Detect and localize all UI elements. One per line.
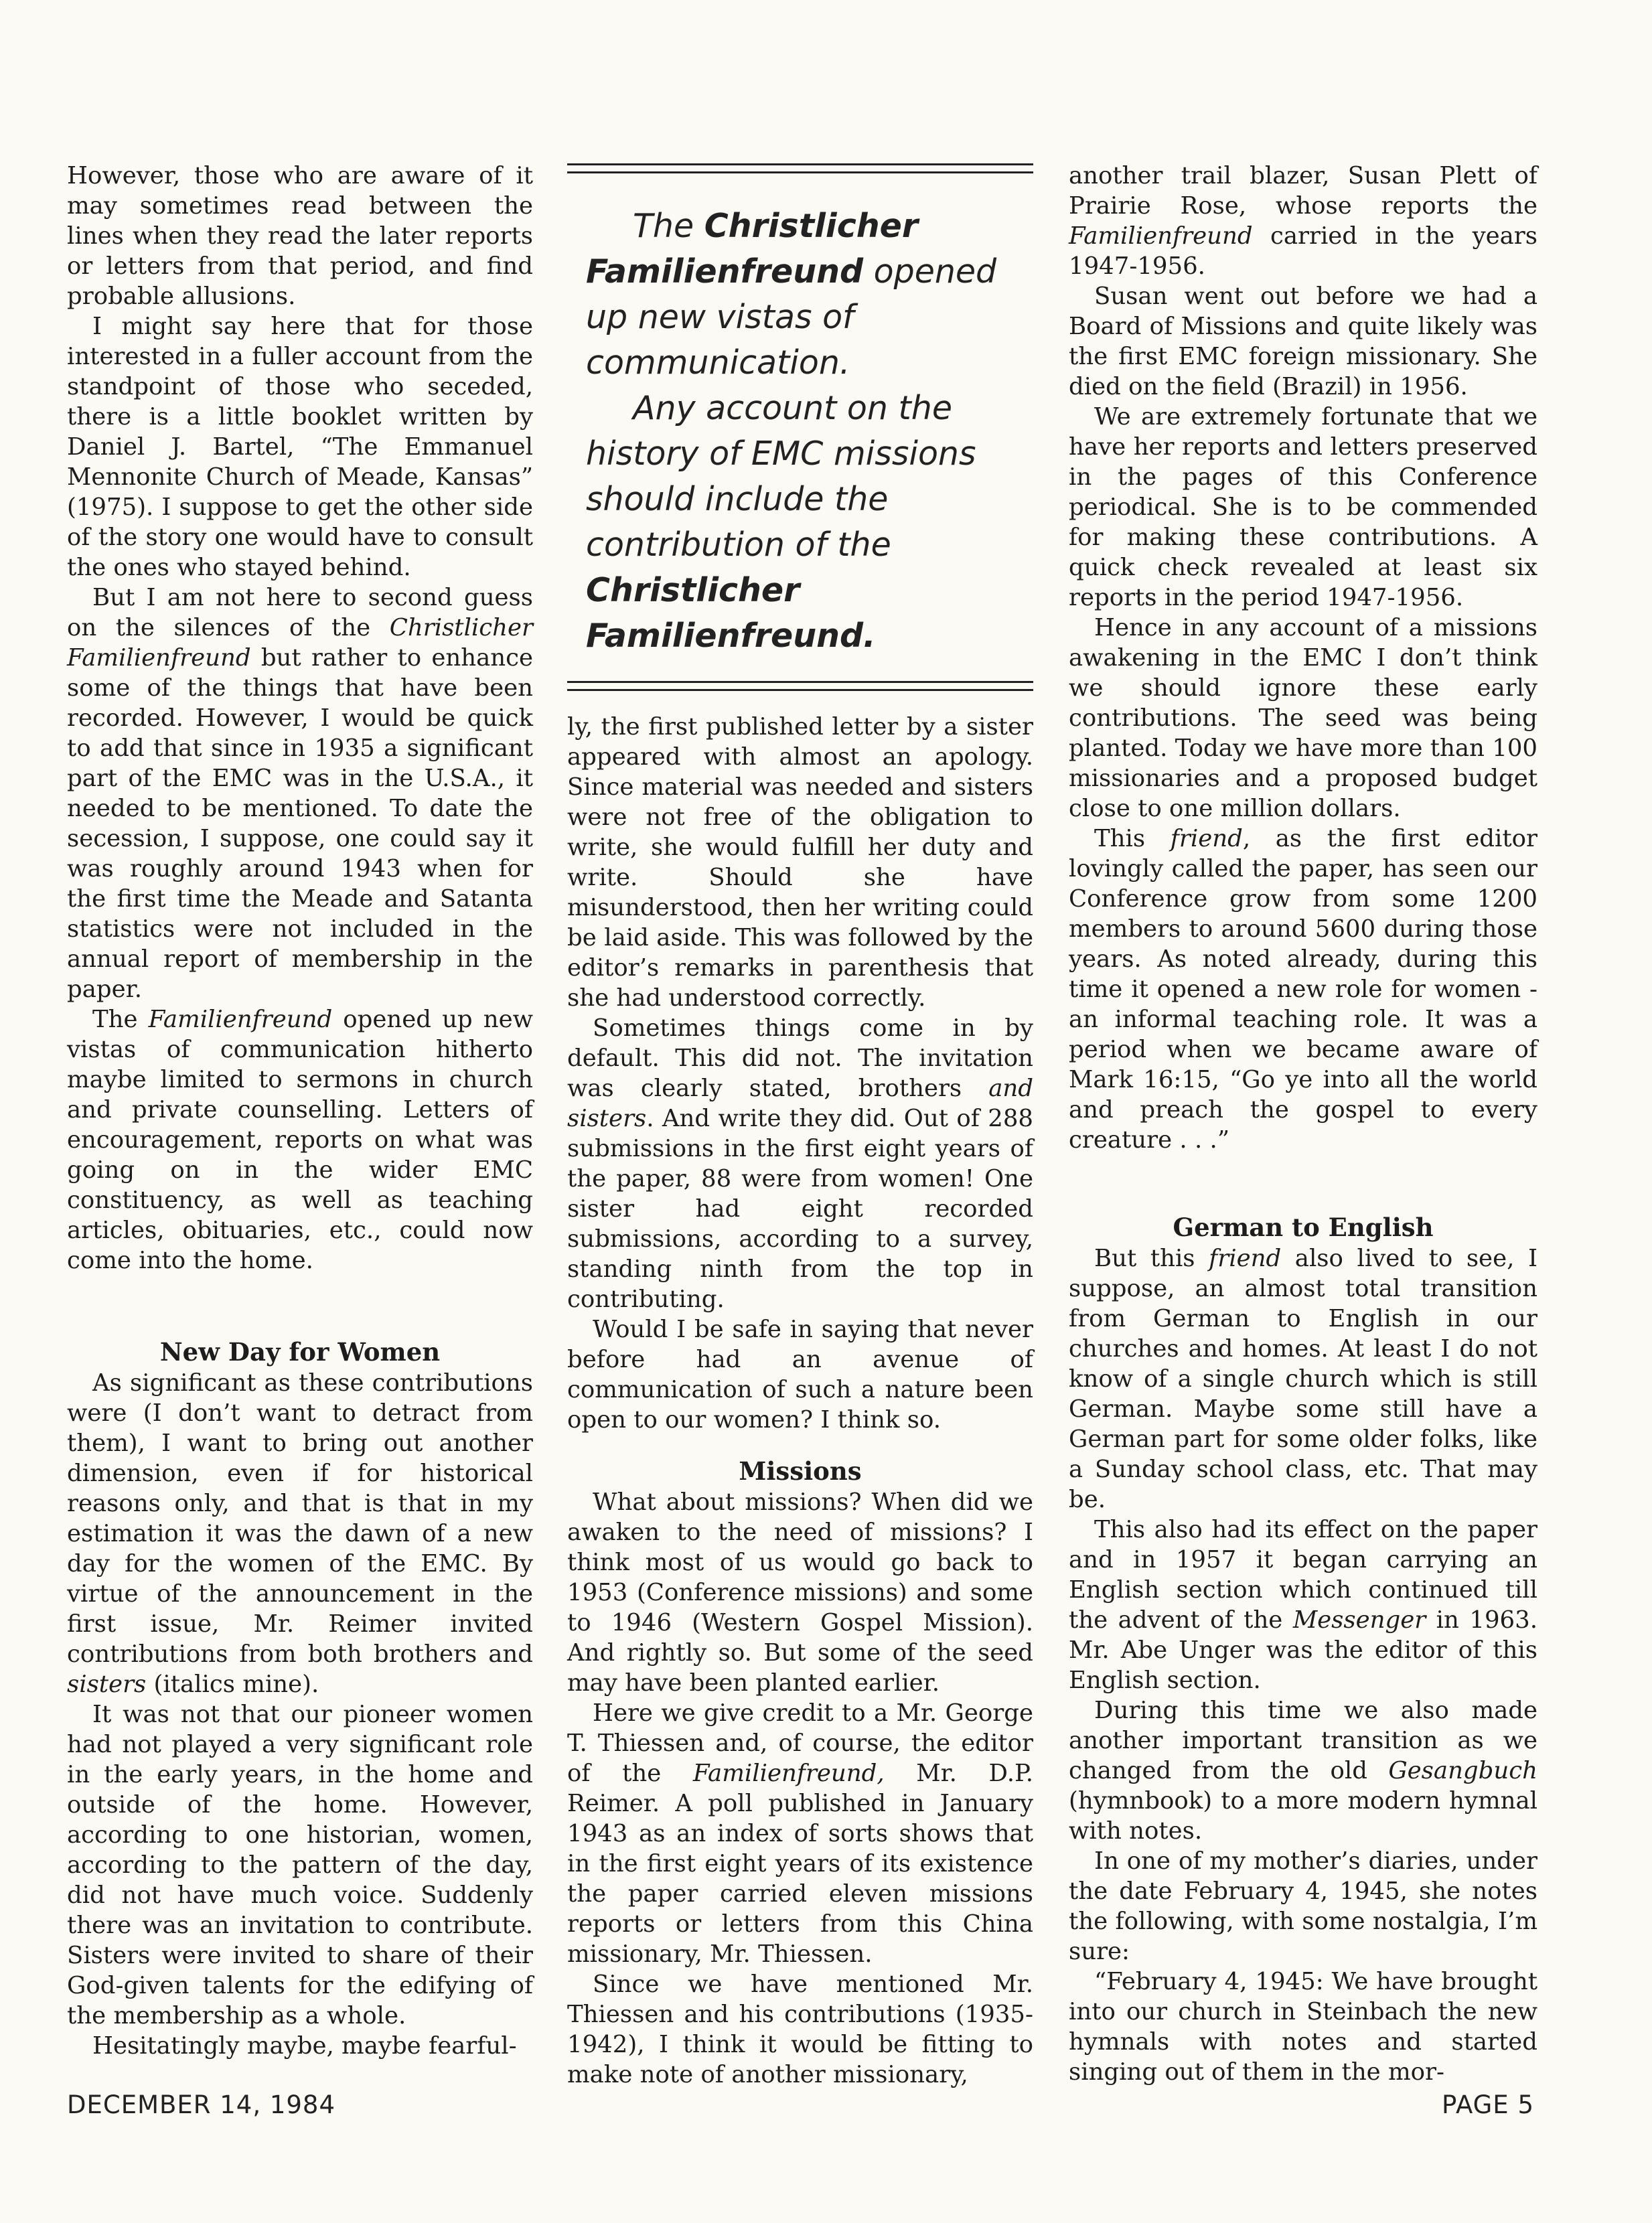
article-column-3 xyxy=(1069,161,1537,2087)
paragraph: Since we have mentioned Mr. Thiessen and his contributions (1935-1942), I think it would be fitting to make note of another missionary, xyxy=(567,1971,1033,2088)
article-column-1 xyxy=(67,161,533,2061)
paragraph: ly, the first published letter by a sister appeared with almost an apology. Since material was needed and sisters were not free of the obligation to write, she would fulfill her duty and write. Should she have misunderstood, then her writing could be laid aside. This was followed by the editor’s remarks in parenthesis that she had understood correctly. xyxy=(567,713,1033,1012)
paragraph: But this friend also lived to see, I suppose, an almost total transition from German to English in our churches and homes. At least I do not know of a single church which is still German. Maybe some still have a German part for some older folks, like a Sunday school class, etc. That may be. xyxy=(1069,1245,1537,1513)
paragraph: Hence in any account of a missions awakening in the EMC I don’t think we should ignore these early contributions. The seed was being planted. Today we have more than 100 missionaries and a proposed budget close to one million dollars. xyxy=(1069,614,1537,822)
paragraph: Here we give credit to a Mr. George T. Thiessen and, of course, the editor of the Familienfreund, Mr. D.P. Reimer. A poll published in January 1943 as an index of sorts shows that in the first eight years of its existence the paper carried eleven missions reports or letters from this China missionary, Mr. Thiessen. xyxy=(567,1699,1033,1968)
paragraph: However, those who are aware of it may sometimes read between the lines when they read the later reports or letters from that period, and find probable allusions. xyxy=(67,162,533,310)
paragraph: During this time we also made another important transition as we changed from the old Gesangbuch (hymnbook) to a more modern hymnal with notes. xyxy=(1069,1697,1537,1845)
paragraph: In one of my mother’s diaries, under the date February 4, 1945, she notes the following, with some nostalgia, I’m sure: xyxy=(1069,1847,1537,1965)
issue-date: DECEMBER 14, 1984 xyxy=(67,2090,336,2119)
paragraph: Would I be safe in saying that never before had an avenue of communication of such a nature been open to our women? I think so. xyxy=(567,1316,1033,1434)
paragraph: We are extremely fortunate that we have her reports and letters preserved in the pages of this Conference periodical. She is to be commended for making these contributions. A quick check revealed at least six reports in the period 1947-1956. xyxy=(1069,403,1537,611)
pullquote: The Christlicher Familienfreund opened up new vistas of communication. Any account on the history of EMC missions should include the contribution of the Christlicher Familienfreund. xyxy=(586,207,997,655)
paragraph: As significant as these contributions were (I don’t want to detract from them), I want to bring out another dimension, even if for historical reasons only, and that is that in my estimation it was the dawn of a new day for the women of the EMC. By virtue of the announcement in the first issue, Mr. Reimer invited contributions from both brothers and sisters (italics mine). xyxy=(67,1369,533,1698)
paragraph: But I am not here to second guess on the silences of the Christlicher Familienfreund but rather to enhance some of the things that have been recorded. However, I would be quick to add that since in 1935 a significant part of the EMC was in the U.S.A., it needed to be mentioned. To date the secession, I suppose, one could say it was roughly around 1943 when for the first time the Meade and Satanta statistics were not included in the annual report of membership in the paper. xyxy=(67,584,533,1003)
paragraph: I might say here that for those interested in a fuller account from the standpoint of those who seceded, there is a little booklet written by Daniel J. Bartel, “The Emmanuel Mennonite Church of Meade, Kansas” (1975). I suppose to get the other side of the story one would have to consult the ones who stayed behind. xyxy=(67,313,533,581)
paragraph: “February 4, 1945: We have brought into our church in Steinbach the new hymnals with notes and started singing out of them in the mor- xyxy=(1069,1968,1537,2086)
page-number: PAGE 5 xyxy=(1442,2090,1534,2119)
paragraph: another trail blazer, Susan Plett of Prairie Rose, whose reports the Familienfreund carried in the years 1947-1956. xyxy=(1069,162,1537,280)
pullquote-bottom-rule xyxy=(567,681,1033,683)
paragraph: Susan went out before we had a Board of Missions and quite likely was the first EMC foreign missionary. She died on the field (Brazil) in 1956. xyxy=(1069,283,1537,400)
section-heading-german-to-english: German to English xyxy=(1173,1213,1434,1242)
paragraph: Hesitatingly maybe, maybe fearful- xyxy=(92,2032,517,2060)
paragraph: The Familienfreund opened up new vistas of communication hitherto maybe limited to sermons in church and private counselling. Letters of encouragement, reports on what was going on in the wider EMC constituency, as well as teaching articles, obituaries, etc., could now come into the home. xyxy=(67,1006,533,1274)
paragraph: This friend, as the first editor lovingly called the paper, has seen our Conference grow from some 1200 members to around 5600 during those years. As noted already, during this time it opened a new role for women - an informal teaching role. It was a period when we became aware of Mark 16:15, “Go ye into all the world and preach the gospel to every creature . . .” xyxy=(1069,825,1537,1154)
paragraph: What about missions? When did we awaken to the need of missions? I think most of us would go back to 1953 (Conference missions) and some to 1946 (Western Gospel Mission). And rightly so. But some of the seed may have been planted earlier. xyxy=(567,1488,1033,1697)
section-heading-new-day-for-women: New Day for Women xyxy=(159,1337,441,1367)
pullquote-top-rule xyxy=(567,163,1033,165)
paragraph: Sometimes things come in by default. This did not. The invitation was clearly stated, brothers and sisters. And write they did. Out of 288 submissions in the first eight years of the paper, 88 were from women! One sister had eight recorded submissions, according to a survey, standing ninth from the top in contributing. xyxy=(567,1014,1033,1313)
paragraph: It was not that our pioneer women had not played a very significant role in the early years, in the home and outside of the home. However, according to one historian, women, according to the pattern of the day, did not have much voice. Suddenly there was an invitation to contribute. Sisters were invited to share of their God-given talents for the edifying of the membership as a whole. xyxy=(67,1701,533,2029)
pullquote-bottom-rule-2 xyxy=(567,689,1033,691)
pullquote-top-rule-2 xyxy=(567,171,1033,173)
paragraph: This also had its effect on the paper and in 1957 it began carrying an English section which continued till the advent of the Messenger in 1963. Mr. Abe Unger was the editor of this English section. xyxy=(1069,1516,1537,1694)
section-heading-missions: Missions xyxy=(739,1456,862,1486)
article-column-2 xyxy=(567,712,1033,2090)
